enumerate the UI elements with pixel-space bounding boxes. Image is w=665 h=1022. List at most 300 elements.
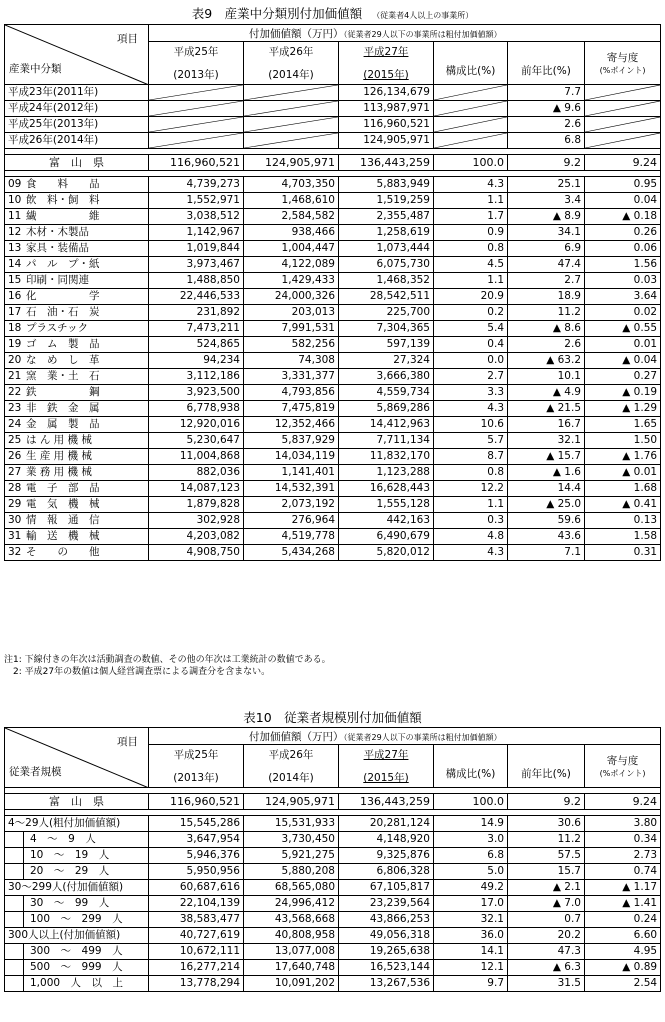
industry-v2013: 3,038,512 <box>149 209 244 225</box>
industry-row <box>5 321 661 337</box>
industry-yoy: 16.7 <box>508 417 585 433</box>
history-value: 124,905,971 <box>339 133 434 149</box>
industry-label <box>5 449 149 465</box>
table9 <box>4 24 661 561</box>
industry-code: 10 <box>8 194 22 206</box>
table10-col-2014 <box>244 745 339 788</box>
industry-share: 10.6 <box>434 417 508 433</box>
industry-code: 23 <box>8 402 22 414</box>
industry-share: 1.1 <box>434 193 508 209</box>
industry-yoy: 14.4 <box>508 481 585 497</box>
history-value: 126,134,679 <box>339 85 434 101</box>
table9-title-note: （従業者4人以上の事業所） <box>372 11 474 20</box>
industry-code: 15 <box>8 274 22 286</box>
industry-label <box>5 209 149 225</box>
table10-total-2015: 136,443,259 <box>339 794 434 810</box>
size-contrib: 0.24 <box>585 912 661 928</box>
industry-contrib: 3.64 <box>585 289 661 305</box>
table9-col-contrib <box>585 42 661 85</box>
industry-v2015: 28,542,511 <box>339 289 434 305</box>
table9-col-yoy <box>508 42 585 85</box>
industry-v2013: 1,879,828 <box>149 497 244 513</box>
industry-contrib: 0.02 <box>585 305 661 321</box>
industry-v2015: 1,123,288 <box>339 465 434 481</box>
size-v2013: 13,778,294 <box>149 976 244 992</box>
size-label: 30 ～ 99 人 <box>23 896 148 911</box>
industry-code: 27 <box>8 466 22 478</box>
industry-v2014: 4,122,089 <box>244 257 339 273</box>
size-yoy: 57.5 <box>508 848 585 864</box>
size-share: 12.1 <box>434 960 508 976</box>
size-group-v2014: 15,531,933 <box>244 816 339 832</box>
industry-yoy: 32.1 <box>508 433 585 449</box>
history-row <box>5 133 661 149</box>
industry-share: 0.3 <box>434 513 508 529</box>
industry-name: そ の 他 <box>26 546 100 558</box>
industry-v2014: 4,703,350 <box>244 177 339 193</box>
table9-value-group-header <box>149 25 661 42</box>
table9-col-2013-year: (2013年) <box>173 69 219 81</box>
industry-row <box>5 545 661 561</box>
industry-v2014: 276,964 <box>244 513 339 529</box>
size-group-share: 49.2 <box>434 880 508 896</box>
industry-contrib: 0.26 <box>585 225 661 241</box>
history-year-label: 平成25年(2013年) <box>5 117 149 133</box>
size-label-cell <box>5 832 149 848</box>
industry-v2013: 4,203,082 <box>149 529 244 545</box>
industry-name: は ん 用 機 械 <box>26 434 92 446</box>
industry-share: 0.8 <box>434 465 508 481</box>
industry-label <box>5 545 149 561</box>
size-row <box>5 944 661 960</box>
industry-v2013: 3,923,500 <box>149 385 244 401</box>
industry-share: 20.9 <box>434 289 508 305</box>
table9-col-2015 <box>339 42 434 85</box>
size-group-v2013: 40,727,619 <box>149 928 244 944</box>
table10-col-2013-era: 平成25年 <box>173 749 219 761</box>
industry-label <box>5 273 149 289</box>
industry-row <box>5 417 661 433</box>
industry-v2013: 11,004,868 <box>149 449 244 465</box>
industry-v2014: 1,429,433 <box>244 273 339 289</box>
size-label: 100 ～ 299 人 <box>23 912 148 927</box>
industry-v2014: 12,352,466 <box>244 417 339 433</box>
industry-v2014: 14,034,119 <box>244 449 339 465</box>
industry-row <box>5 225 661 241</box>
history-row <box>5 101 661 117</box>
industry-name: パ ル プ・紙 <box>26 258 100 270</box>
size-group-contrib: 3.80 <box>585 816 661 832</box>
industry-yoy: 34.1 <box>508 225 585 241</box>
industry-v2014: 4,793,856 <box>244 385 339 401</box>
size-row <box>5 896 661 912</box>
industry-contrib: ▲ 0.01 <box>585 465 661 481</box>
industry-contrib: ▲ 0.19 <box>585 385 661 401</box>
industry-row <box>5 209 661 225</box>
industry-label <box>5 225 149 241</box>
industry-code: 11 <box>8 210 22 222</box>
size-v2013: 22,104,139 <box>149 896 244 912</box>
industry-v2014: 2,073,192 <box>244 497 339 513</box>
industry-v2015: 597,139 <box>339 337 434 353</box>
size-yoy: ▲ 7.0 <box>508 896 585 912</box>
industry-contrib: 0.06 <box>585 241 661 257</box>
industry-yoy: 3.4 <box>508 193 585 209</box>
size-contrib: ▲ 0.89 <box>585 960 661 976</box>
size-group-v2013: 60,687,616 <box>149 880 244 896</box>
industry-yoy: 47.4 <box>508 257 585 273</box>
industry-row <box>5 289 661 305</box>
table10-col-2013-year: (2013年) <box>173 772 219 784</box>
size-v2013: 5,950,956 <box>149 864 244 880</box>
table10-col-yoy-label: 前年比(%) <box>521 767 571 780</box>
history-empty-cell <box>149 117 244 133</box>
industry-row <box>5 273 661 289</box>
industry-code: 12 <box>8 226 22 238</box>
industry-row <box>5 465 661 481</box>
table9-total-2014: 124,905,971 <box>244 155 339 171</box>
size-v2015: 13,267,536 <box>339 976 434 992</box>
industry-name: 食 料 品 <box>26 178 100 190</box>
industry-yoy: 43.6 <box>508 529 585 545</box>
size-row <box>5 960 661 976</box>
size-group-row <box>5 928 661 944</box>
industry-name: 化 学 <box>26 290 100 302</box>
size-group-share: 14.9 <box>434 816 508 832</box>
industry-contrib: 0.04 <box>585 193 661 209</box>
industry-share: 1.1 <box>434 273 508 289</box>
table9-col-2014-year: (2014年) <box>268 69 314 81</box>
history-yoy: 7.7 <box>508 85 585 101</box>
industry-code: 19 <box>8 338 22 350</box>
history-empty-cell <box>244 133 339 149</box>
size-label: 300 ～ 499 人 <box>23 944 148 959</box>
history-yoy: 2.6 <box>508 117 585 133</box>
industry-contrib: ▲ 0.41 <box>585 497 661 513</box>
industry-code: 13 <box>8 242 22 254</box>
industry-v2014: 7,475,819 <box>244 401 339 417</box>
table10-col-yoy <box>508 745 585 788</box>
industry-share: 0.4 <box>434 337 508 353</box>
industry-v2015: 5,883,949 <box>339 177 434 193</box>
table10-corner-header <box>5 728 149 788</box>
industry-v2014: 4,519,778 <box>244 529 339 545</box>
industry-v2013: 6,778,938 <box>149 401 244 417</box>
industry-label <box>5 305 149 321</box>
industry-v2014: 5,837,929 <box>244 433 339 449</box>
table10-col-share-label: 構成比(%) <box>445 767 496 780</box>
industry-v2014: 1,004,447 <box>244 241 339 257</box>
size-label-cell <box>5 960 149 976</box>
industry-code: 25 <box>8 434 22 446</box>
industry-row <box>5 449 661 465</box>
table10-col-share <box>434 745 508 788</box>
industry-row <box>5 481 661 497</box>
history-empty-cell <box>244 85 339 101</box>
industry-v2015: 2,355,487 <box>339 209 434 225</box>
table9-total-2015: 136,443,259 <box>339 155 434 171</box>
industry-v2015: 225,700 <box>339 305 434 321</box>
industry-v2015: 14,412,963 <box>339 417 434 433</box>
industry-v2015: 442,163 <box>339 513 434 529</box>
industry-v2013: 5,230,647 <box>149 433 244 449</box>
size-share: 32.1 <box>434 912 508 928</box>
table9-total-contrib: 9.24 <box>585 155 661 171</box>
industry-label <box>5 497 149 513</box>
industry-label <box>5 529 149 545</box>
table10-col-2014-year: (2014年) <box>268 772 314 784</box>
size-group-yoy: 20.2 <box>508 928 585 944</box>
industry-v2013: 1,552,971 <box>149 193 244 209</box>
size-v2014: 5,921,275 <box>244 848 339 864</box>
industry-row <box>5 257 661 273</box>
size-group-v2014: 68,565,080 <box>244 880 339 896</box>
industry-row <box>5 385 661 401</box>
industry-contrib: 0.95 <box>585 177 661 193</box>
industry-share: 12.2 <box>434 481 508 497</box>
size-v2015: 23,239,564 <box>339 896 434 912</box>
industry-yoy: 18.9 <box>508 289 585 305</box>
industry-v2015: 6,075,730 <box>339 257 434 273</box>
industry-share: 4.5 <box>434 257 508 273</box>
industry-row <box>5 401 661 417</box>
industry-v2014: 3,331,377 <box>244 369 339 385</box>
industry-code: 22 <box>8 386 22 398</box>
table10-title <box>0 708 665 726</box>
industry-label <box>5 401 149 417</box>
table10-col-2014-era: 平成26年 <box>268 749 314 761</box>
industry-name: 非 鉄 金 属 <box>26 402 100 414</box>
industry-v2015: 5,869,286 <box>339 401 434 417</box>
table10-header-item: 項目 <box>117 736 138 748</box>
industry-v2013: 1,142,967 <box>149 225 244 241</box>
industry-v2014: 14,532,391 <box>244 481 339 497</box>
table9-value-group-note: （従業者29人以下の事業所は粗付加価値額） <box>343 29 502 39</box>
table9-header-category: 産業中分類 <box>9 63 62 75</box>
industry-label <box>5 433 149 449</box>
table9-note-1: 注1: 下線付きの年次は活動調査の数値、その他の年次は工業統計の数値である。 <box>4 655 331 665</box>
history-empty-cell <box>585 85 661 101</box>
size-contrib: 0.34 <box>585 832 661 848</box>
size-v2014: 13,077,008 <box>244 944 339 960</box>
table10-value-group-label: 付加価値額（万円） <box>249 730 344 743</box>
size-contrib: 2.73 <box>585 848 661 864</box>
industry-yoy: ▲ 8.9 <box>508 209 585 225</box>
industry-name: 飲 料・飼 料 <box>26 194 100 206</box>
table10-value-group-header <box>149 728 661 745</box>
industry-name: な め し 革 <box>26 354 100 366</box>
industry-yoy: 2.7 <box>508 273 585 289</box>
history-empty-cell <box>434 117 508 133</box>
industry-share: 8.7 <box>434 449 508 465</box>
industry-v2013: 4,739,273 <box>149 177 244 193</box>
history-row <box>5 85 661 101</box>
history-empty-cell <box>244 117 339 133</box>
industry-label <box>5 321 149 337</box>
table9-industry-rows <box>5 177 661 561</box>
table9-history <box>5 85 661 149</box>
size-v2014: 24,996,412 <box>244 896 339 912</box>
size-contrib: 4.95 <box>585 944 661 960</box>
industry-yoy: 11.2 <box>508 305 585 321</box>
industry-v2013: 231,892 <box>149 305 244 321</box>
history-row <box>5 117 661 133</box>
table9-col-2014 <box>244 42 339 85</box>
industry-v2014: 5,434,268 <box>244 545 339 561</box>
history-yoy: 6.8 <box>508 133 585 149</box>
industry-contrib: 0.27 <box>585 369 661 385</box>
table9-col-2014-era: 平成26年 <box>268 46 314 58</box>
size-group-label: 4～29人(粗付加価値額) <box>5 816 149 832</box>
industry-label <box>5 465 149 481</box>
industry-code: 14 <box>8 258 22 270</box>
industry-yoy: ▲ 8.6 <box>508 321 585 337</box>
table9-note-2: 2: 平成27年の数値は個人経営調査票による調査分を含まない。 <box>4 667 271 677</box>
size-yoy: 47.3 <box>508 944 585 960</box>
industry-name: 印刷・同関連 <box>26 274 89 286</box>
industry-label <box>5 241 149 257</box>
industry-row <box>5 369 661 385</box>
size-group-row <box>5 816 661 832</box>
industry-code: 17 <box>8 306 22 318</box>
industry-row <box>5 433 661 449</box>
size-yoy: 11.2 <box>508 832 585 848</box>
table10-total-2014: 124,905,971 <box>244 794 339 810</box>
industry-share: 0.8 <box>434 241 508 257</box>
size-label-cell <box>5 944 149 960</box>
industry-contrib: ▲ 0.04 <box>585 353 661 369</box>
table10-total-yoy: 9.2 <box>508 794 585 810</box>
size-share: 9.7 <box>434 976 508 992</box>
history-empty-cell <box>434 133 508 149</box>
table10-col-2013 <box>149 745 244 788</box>
size-v2015: 16,523,144 <box>339 960 434 976</box>
industry-code: 20 <box>8 354 22 366</box>
industry-name: プラスチック <box>26 322 89 334</box>
industry-v2015: 4,559,734 <box>339 385 434 401</box>
industry-v2014: 582,256 <box>244 337 339 353</box>
size-group-row <box>5 880 661 896</box>
size-row <box>5 864 661 880</box>
table9-col-contrib-unit: (%ポイント) <box>599 66 646 75</box>
industry-code: 24 <box>8 418 22 430</box>
size-v2015: 43,866,253 <box>339 912 434 928</box>
industry-v2013: 1,488,850 <box>149 273 244 289</box>
industry-row <box>5 497 661 513</box>
size-group-v2015: 20,281,124 <box>339 816 434 832</box>
size-label-cell <box>5 976 149 992</box>
size-label: 10 ～ 19 人 <box>23 848 148 863</box>
industry-share: 4.3 <box>434 545 508 561</box>
industry-yoy: ▲ 15.7 <box>508 449 585 465</box>
size-group-label: 30～299人(付加価値額) <box>5 880 149 896</box>
industry-v2013: 4,908,750 <box>149 545 244 561</box>
industry-v2013: 12,920,016 <box>149 417 244 433</box>
size-yoy: ▲ 6.3 <box>508 960 585 976</box>
history-value: 113,987,971 <box>339 101 434 117</box>
industry-contrib: ▲ 1.29 <box>585 401 661 417</box>
industry-v2015: 1,555,128 <box>339 497 434 513</box>
table9-col-contrib-label: 寄与度 <box>606 52 639 64</box>
size-label: 20 ～ 29 人 <box>23 864 148 879</box>
size-v2015: 19,265,638 <box>339 944 434 960</box>
table9-total-label: 富 山 県 <box>5 155 149 171</box>
table9-title <box>0 4 665 22</box>
table9-col-2015-era: 平成27年 <box>363 46 409 58</box>
industry-yoy: 2.6 <box>508 337 585 353</box>
industry-name: 家具・装備品 <box>26 242 89 254</box>
industry-label <box>5 289 149 305</box>
industry-v2014: 203,013 <box>244 305 339 321</box>
size-group-v2015: 49,056,318 <box>339 928 434 944</box>
industry-name: 木材・木製品 <box>26 226 89 238</box>
industry-v2014: 74,308 <box>244 353 339 369</box>
industry-v2015: 27,324 <box>339 353 434 369</box>
table10-size-rows <box>5 816 661 992</box>
industry-row <box>5 353 661 369</box>
table10-col-2015 <box>339 745 434 788</box>
size-v2013: 16,277,214 <box>149 960 244 976</box>
industry-label <box>5 337 149 353</box>
table10 <box>4 727 661 992</box>
industry-yoy: ▲ 25.0 <box>508 497 585 513</box>
industry-v2013: 524,865 <box>149 337 244 353</box>
industry-v2014: 2,584,582 <box>244 209 339 225</box>
industry-v2014: 1,141,401 <box>244 465 339 481</box>
size-row <box>5 976 661 992</box>
industry-v2015: 7,304,365 <box>339 321 434 337</box>
size-label: 500 ～ 999 人 <box>23 960 148 975</box>
industry-v2014: 24,000,326 <box>244 289 339 305</box>
history-empty-cell <box>149 85 244 101</box>
industry-label <box>5 481 149 497</box>
size-contrib: 0.74 <box>585 864 661 880</box>
industry-code: 09 <box>8 178 22 190</box>
table9-col-share-label: 構成比(%) <box>445 64 496 77</box>
industry-v2015: 1,519,259 <box>339 193 434 209</box>
table10-col-contrib <box>585 745 661 788</box>
table9-total-share: 100.0 <box>434 155 508 171</box>
industry-contrib: 0.31 <box>585 545 661 561</box>
size-share: 5.0 <box>434 864 508 880</box>
table9-total-yoy: 9.2 <box>508 155 585 171</box>
industry-v2013: 3,973,467 <box>149 257 244 273</box>
industry-share: 3.3 <box>434 385 508 401</box>
size-group-contrib: 6.60 <box>585 928 661 944</box>
industry-share: 1.7 <box>434 209 508 225</box>
history-year-label: 平成26年(2014年) <box>5 133 149 149</box>
table9-col-2013-era: 平成25年 <box>173 46 219 58</box>
industry-v2014: 7,991,531 <box>244 321 339 337</box>
table10-value-group-note: （従業者29人以下の事業所は粗付加価値額） <box>343 732 502 742</box>
industry-code: 30 <box>8 514 22 526</box>
history-empty-cell <box>585 117 661 133</box>
industry-name: 輸 送 機 械 <box>26 530 100 542</box>
industry-name: 金 属 製 品 <box>26 418 100 430</box>
industry-share: 4.8 <box>434 529 508 545</box>
size-share: 17.0 <box>434 896 508 912</box>
size-label-cell <box>5 864 149 880</box>
industry-code: 29 <box>8 498 22 510</box>
industry-contrib: 1.65 <box>585 417 661 433</box>
industry-v2015: 1,468,352 <box>339 273 434 289</box>
industry-share: 0.0 <box>434 353 508 369</box>
industry-v2014: 938,466 <box>244 225 339 241</box>
table10-total-contrib: 9.24 <box>585 794 661 810</box>
industry-code: 21 <box>8 370 22 382</box>
industry-row <box>5 193 661 209</box>
table10-total-2013: 116,960,521 <box>149 794 244 810</box>
